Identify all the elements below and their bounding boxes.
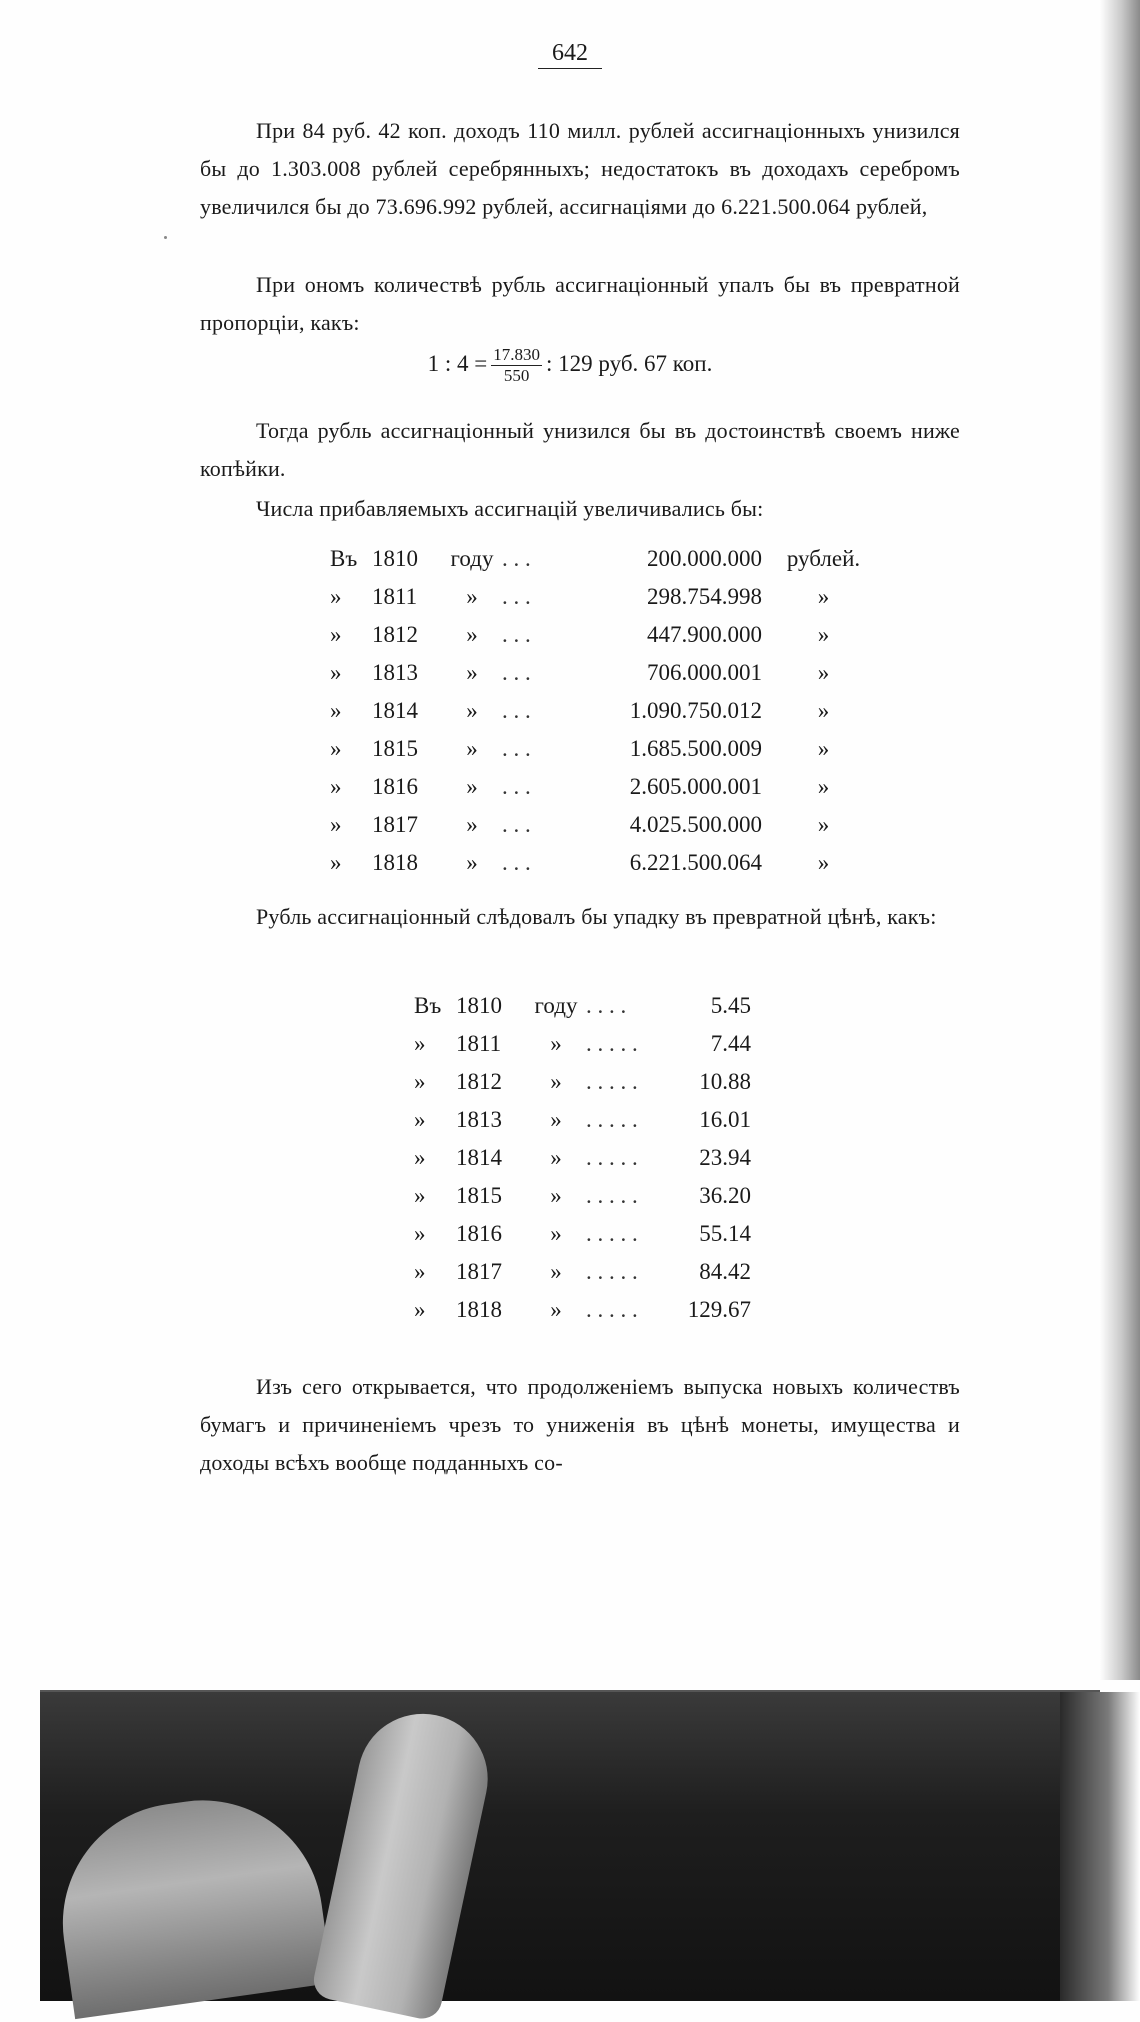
issues-year: 1811 (372, 584, 418, 609)
issues-ditto: » (466, 622, 478, 647)
issues-prefix: » (330, 660, 342, 685)
prices-dots: . . . . . (586, 1297, 638, 1322)
proportion-formula (0, 345, 1140, 386)
paragraph-conclusion (200, 1368, 960, 1482)
issues-ditto: » (466, 584, 478, 609)
prices-row (414, 1025, 751, 1063)
prices-ditto: году (534, 993, 578, 1018)
issues-year: 1817 (372, 812, 418, 837)
issues-ditto: году (450, 546, 494, 571)
paragraph-prices-intro (200, 898, 960, 936)
prices-year: 1812 (456, 1069, 502, 1094)
prices-row (414, 1177, 751, 1215)
prices-ditto: » (550, 1145, 562, 1170)
prices-value: 16.01 (699, 1107, 751, 1132)
issues-row (330, 692, 871, 730)
issues-year: 1812 (372, 622, 418, 647)
issues-ditto: » (466, 698, 478, 723)
prices-row (414, 1215, 751, 1253)
issues-row (330, 654, 871, 692)
thumb-shape (310, 1702, 500, 2022)
prices-dots: . . . . . (586, 1145, 638, 1170)
prices-row (414, 1253, 751, 1291)
paragraph-kopek-text: Тогда рубль ассигнаціонный унизился бы въ достоинствѣ своемъ ниже копѣйки. (200, 418, 960, 481)
prices-value: 36.20 (699, 1183, 751, 1208)
issues-unit: » (817, 698, 830, 723)
issues-dots: . . . (502, 774, 531, 799)
issues-dots: . . . (502, 622, 531, 647)
issues-dots: . . . (502, 736, 531, 761)
issues-year: 1814 (372, 698, 418, 723)
prices-ditto: » (550, 1183, 562, 1208)
issues-prefix: » (330, 736, 342, 761)
prices-row (414, 1291, 751, 1329)
prices-dots: . . . . . (586, 1221, 638, 1246)
issues-year: 1810 (372, 546, 418, 571)
issues-table (330, 540, 871, 882)
issues-prefix: » (330, 622, 342, 647)
issues-prefix: » (330, 774, 342, 799)
issues-dots: . . . (502, 584, 531, 609)
prices-prefix: » (414, 1221, 426, 1246)
prices-value: 7.44 (710, 1031, 751, 1056)
issues-amount: 4.025.500.000 (629, 812, 762, 837)
prices-year: 1817 (456, 1259, 502, 1284)
issues-ditto: » (466, 812, 478, 837)
hand-shape (47, 1785, 332, 2019)
prices-value: 129.67 (687, 1297, 751, 1322)
prices-year: 1814 (456, 1145, 502, 1170)
issues-unit: » (817, 850, 830, 875)
prices-prefix: » (414, 1069, 426, 1094)
scan-speck (164, 236, 167, 239)
paragraph-issues-intro (200, 490, 960, 528)
issues-year: 1815 (372, 736, 418, 761)
prices-ditto: » (550, 1259, 562, 1284)
issues-amount: 706.000.001 (647, 660, 762, 685)
prices-dots: . . . . . (586, 1259, 638, 1284)
prices-year: 1811 (456, 1031, 502, 1056)
paragraph-income-text: При 84 руб. 42 коп. доходъ 110 милл. рублей ассигнаціонныхъ унизился бы до 1.303.008 рублей серебрянныхъ; недостатокъ въ доходахъ серебромъ увеличился бы до 73.696.992 рублей, ассигнаціями до 6.221.500.064 рублей, (200, 118, 960, 219)
prices-row (414, 1139, 751, 1177)
issues-prefix: Въ (330, 546, 358, 571)
issues-row (330, 844, 871, 882)
prices-row (414, 1063, 751, 1101)
issues-row (330, 578, 871, 616)
issues-dots: . . . (502, 546, 531, 571)
prices-ditto: » (550, 1107, 562, 1132)
issues-prefix: » (330, 812, 342, 837)
issues-prefix: » (330, 698, 342, 723)
prices-ditto: » (550, 1031, 562, 1056)
prices-year: 1815 (456, 1183, 502, 1208)
issues-row (330, 806, 871, 844)
prices-dots: . . . . . (586, 1183, 638, 1208)
issues-dots: . . . (502, 812, 531, 837)
prices-row (414, 1101, 751, 1139)
issues-dots: . . . (502, 660, 531, 685)
page-number-text: 642 (538, 40, 602, 69)
issues-unit: » (817, 736, 830, 761)
issues-year: 1818 (372, 850, 418, 875)
issues-unit: » (817, 774, 830, 799)
prices-ditto: » (550, 1069, 562, 1094)
issues-dots: . . . (502, 850, 531, 875)
formula-denominator: 550 (503, 366, 530, 385)
prices-dots: . . . . . (586, 1031, 638, 1056)
issues-ditto: » (466, 736, 478, 761)
prices-ditto: » (550, 1221, 562, 1246)
issues-prefix: » (330, 584, 342, 609)
paragraph-income (200, 112, 960, 226)
formula-numerator: 17.830 (493, 345, 541, 364)
prices-dots: . . . . . (586, 1069, 638, 1094)
prices-year: 1818 (456, 1297, 502, 1322)
issues-ditto: » (466, 850, 478, 875)
prices-prefix: » (414, 1297, 426, 1322)
scan-hand-shadow (40, 1690, 1100, 2001)
prices-value: 23.94 (699, 1145, 751, 1170)
page-edge-shadow (1100, 0, 1140, 1680)
issues-amount: 2.605.000.001 (629, 774, 762, 799)
issues-row (330, 616, 871, 654)
issues-unit: » (817, 584, 830, 609)
paragraph-proportion-text: При ономъ количествѣ рубль ассигнаціонный упалъ бы въ превратной пропорціи, какъ: (200, 272, 960, 335)
paragraph-kopek (200, 412, 960, 488)
issues-unit: » (817, 660, 830, 685)
photo-edge (1060, 1692, 1140, 2001)
issues-amount: 298.754.998 (647, 584, 762, 609)
issues-year: 1813 (372, 660, 418, 685)
prices-year: 1810 (456, 993, 502, 1018)
issues-ditto: » (466, 660, 478, 685)
formula-left: 1 : 4 = (427, 350, 488, 376)
prices-ditto: » (550, 1297, 562, 1322)
prices-dots: . . . . (586, 993, 627, 1018)
issues-year: 1816 (372, 774, 418, 799)
prices-prefix: » (414, 1107, 426, 1132)
issues-unit: рублей. (786, 546, 861, 571)
prices-year: 1816 (456, 1221, 502, 1246)
prices-table (414, 987, 751, 1329)
issues-unit: » (817, 812, 830, 837)
issues-unit: » (817, 622, 830, 647)
prices-prefix: Въ (414, 993, 442, 1018)
prices-prefix: » (414, 1145, 426, 1170)
issues-amount: 1.685.500.009 (629, 736, 762, 761)
prices-year: 1813 (456, 1107, 502, 1132)
paragraph-prices-intro-text: Рубль ассигнаціонный слѣдовалъ бы упадку въ превратной цѣнѣ, какъ: (256, 904, 937, 929)
prices-value: 10.88 (699, 1069, 751, 1094)
paragraph-proportion (200, 266, 960, 342)
issues-prefix: » (330, 850, 342, 875)
issues-row (330, 540, 871, 578)
prices-dots: . . . . . (586, 1107, 638, 1132)
issues-amount: 6.221.500.064 (629, 850, 762, 875)
prices-prefix: » (414, 1259, 426, 1284)
issues-row (330, 768, 871, 806)
issues-amount: 447.900.000 (647, 622, 762, 647)
prices-value: 5.45 (710, 993, 751, 1018)
prices-value: 84.42 (699, 1259, 751, 1284)
prices-prefix: » (414, 1031, 426, 1056)
paragraph-issues-intro-text: Числа прибавляемыхъ ассигнацій увеличивались бы: (256, 496, 764, 521)
issues-ditto: » (466, 774, 478, 799)
formula-right: : 129 руб. 67 коп. (546, 350, 713, 376)
prices-value: 55.14 (699, 1221, 751, 1246)
paragraph-conclusion-text: Изъ сего открывается, что продолженіемъ выпуска новыхъ количествъ бумагъ и причиненіемъ чрезъ то униженія въ цѣнѣ монеты, имущества и доходы всѣхъ вообще подданныхъ со- (200, 1374, 960, 1475)
formula-fraction (491, 345, 542, 386)
issues-row (330, 730, 871, 768)
page-number (0, 40, 1140, 67)
issues-dots: . . . (502, 698, 531, 723)
prices-row (414, 987, 751, 1025)
prices-prefix: » (414, 1183, 426, 1208)
issues-amount: 1.090.750.012 (629, 698, 762, 723)
issues-amount: 200.000.000 (647, 546, 762, 571)
